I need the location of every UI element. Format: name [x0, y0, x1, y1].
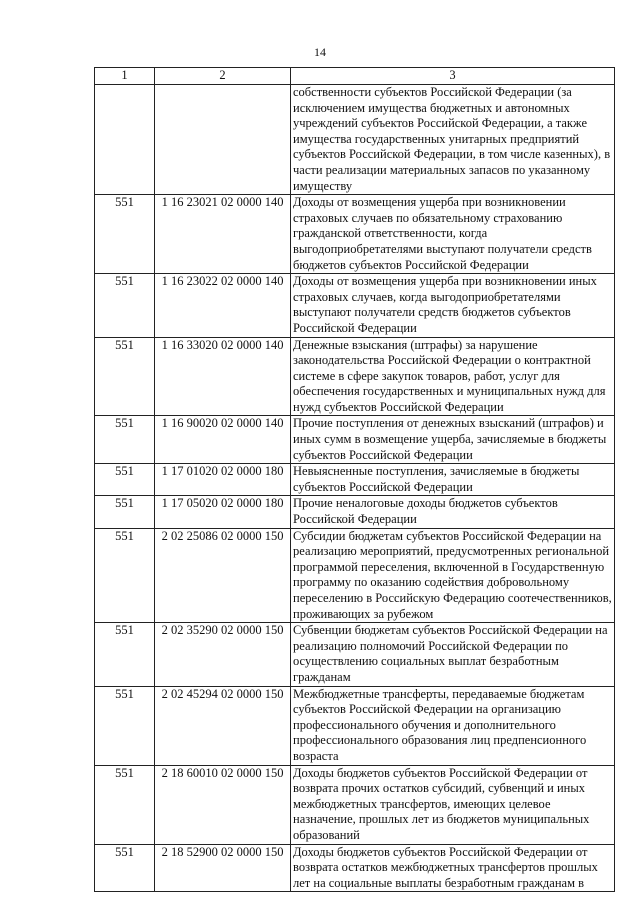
budget-code-cell: 1 16 33020 02 0000 140 — [155, 337, 291, 416]
description-cell: Доходы от возмещения ущерба при возникновении иных страховых случаев, когда выгодоприобретателями выступают получатели средств бюджетов субъектов Российской Федерации — [291, 274, 615, 337]
admin-code-cell: 551 — [95, 686, 155, 765]
description-cell: собственности субъектов Российской Федерации (за исключением имущества бюджетных и автономных учреждений субъектов Российской Федерации, а также имущества государственных унитарных предприятий субъектов Российской Федерации, в том числе казенных), в части реализации материальных запасов по указанному имуществу — [291, 85, 615, 195]
description-cell: Субвенции бюджетам субъектов Российской Федерации на реализацию полномочий Российской Федерации по осуществлению социальных выплат безработным гражданам — [291, 623, 615, 686]
admin-code-cell — [95, 85, 155, 195]
budget-code-cell: 2 02 35290 02 0000 150 — [155, 623, 291, 686]
admin-code-cell: 551 — [95, 528, 155, 623]
admin-code-cell: 551 — [95, 844, 155, 892]
description-cell: Денежные взыскания (штрафы) за нарушение законодательства Российской Федерации о контрактной системе в сфере закупок товаров, работ, услуг для обеспечения государственных и муниципальных нужд для нужд субъектов Российской Федерации — [291, 337, 615, 416]
budget-code-cell: 2 18 60010 02 0000 150 — [155, 765, 291, 844]
table-row — [95, 464, 615, 496]
revenue-codes-table — [94, 67, 615, 892]
budget-code-cell: 1 17 05020 02 0000 180 — [155, 496, 291, 528]
column-header: 1 — [95, 68, 155, 85]
column-header: 3 — [291, 68, 615, 85]
table-row — [95, 528, 615, 623]
admin-code-cell: 551 — [95, 464, 155, 496]
admin-code-cell: 551 — [95, 337, 155, 416]
table-row — [95, 844, 615, 892]
description-cell: Прочие поступления от денежных взысканий (штрафов) и иных сумм в возмещение ущерба, зачисляемые в бюджеты субъектов Российской Федерации — [291, 416, 615, 464]
admin-code-cell: 551 — [95, 416, 155, 464]
admin-code-cell: 551 — [95, 496, 155, 528]
page-number: 14 — [314, 45, 326, 59]
description-cell: Доходы бюджетов субъектов Российской Федерации от возврата прочих остатков субсидий, субвенций и иных межбюджетных трансфертов, имеющих целевое назначение, прошлых лет из бюджетов муниципальных образований — [291, 765, 615, 844]
table-row — [95, 274, 615, 337]
table-row — [95, 85, 615, 195]
description-cell: Субсидии бюджетам субъектов Российской Федерации на реализацию мероприятий, предусмотренных региональной программой переселения, включенной в Государственную программу по оказанию содействия добровольному переселению в Российскую Федерацию соотечественников, проживающих за рубежом — [291, 528, 615, 623]
budget-code-cell: 2 02 25086 02 0000 150 — [155, 528, 291, 623]
description-cell: Доходы от возмещения ущерба при возникновении страховых случаев по обязательному страхованию гражданской ответственности, когда выгодоприобретателями выступают получатели средств бюджетов субъектов Российской Федерации — [291, 195, 615, 274]
admin-code-cell: 551 — [95, 765, 155, 844]
budget-code-cell: 1 16 90020 02 0000 140 — [155, 416, 291, 464]
table-row — [95, 416, 615, 464]
budget-code-cell: 1 16 23021 02 0000 140 — [155, 195, 291, 274]
budget-code-cell: 2 02 45294 02 0000 150 — [155, 686, 291, 765]
table-header-row — [95, 68, 615, 85]
admin-code-cell: 551 — [95, 195, 155, 274]
description-cell: Прочие неналоговые доходы бюджетов субъектов Российской Федерации — [291, 496, 615, 528]
budget-code-cell — [155, 85, 291, 195]
table-row — [95, 623, 615, 686]
column-header: 2 — [155, 68, 291, 85]
table-row — [95, 765, 615, 844]
table-row — [95, 337, 615, 416]
budget-code-cell: 2 18 52900 02 0000 150 — [155, 844, 291, 892]
admin-code-cell: 551 — [95, 623, 155, 686]
budget-code-cell: 1 17 01020 02 0000 180 — [155, 464, 291, 496]
description-cell: Невыясненные поступления, зачисляемые в бюджеты субъектов Российской Федерации — [291, 464, 615, 496]
table-row — [95, 195, 615, 274]
budget-code-cell: 1 16 23022 02 0000 140 — [155, 274, 291, 337]
description-cell: Межбюджетные трансферты, передаваемые бюджетам субъектов Российской Федерации на организацию профессионального обучения и дополнительного профессионального образования лиц предпенсионного возраста — [291, 686, 615, 765]
description-cell: Доходы бюджетов субъектов Российской Федерации от возврата остатков межбюджетных трансфертов прошлых лет на социальные выплаты безработным гражданам в — [291, 844, 615, 892]
admin-code-cell: 551 — [95, 274, 155, 337]
table-row — [95, 496, 615, 528]
table-row — [95, 686, 615, 765]
